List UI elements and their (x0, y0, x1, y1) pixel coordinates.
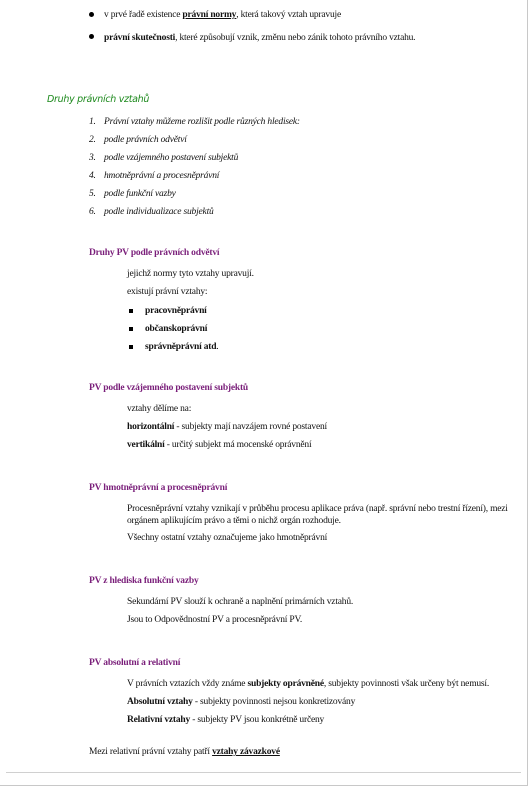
paragraph: Sekundární PV slouží k ochraně a naplnění primárních vztahů. (127, 597, 354, 607)
bullet-icon (89, 34, 94, 39)
subsection-title: Druhy PV podle právních odvětví (89, 248, 220, 258)
list-item: Právní vztahy můžeme rozlišit podle různých hledisek: (104, 117, 300, 127)
list-item: hmotněprávní a procesněprávní (104, 171, 220, 181)
paragraph: Relativní vztahy - subjekty PV jsou konkrétně určeny (127, 715, 325, 725)
closing-paragraph: Mezi relativní právní vztahy patří vztahy závazkové (89, 747, 280, 757)
list-item: podle individualizace subjektů (104, 207, 214, 217)
list-item: podle právních odvětví (104, 135, 187, 145)
subsection-title: PV absolutní a relativní (89, 658, 181, 668)
paragraph: Absolutní vztahy - subjekty povinnosti nejsou konkretizovány (127, 697, 356, 707)
page-divider (6, 772, 521, 773)
list-number: 3. (89, 153, 96, 163)
list-item: podle funkční vazby (104, 189, 176, 199)
paragraph: Jsou to Odpovědnostní PV a procesněprávní PV. (127, 615, 303, 625)
list-item: pracovněprávní (145, 306, 207, 316)
paragraph: V právních vztazích vždy známe subjekty oprávněné, subjekty povinnosti však určeny být nemusí. (127, 679, 490, 689)
paragraph: vertikální - určitý subjekt má mocenské oprávnění (127, 440, 312, 450)
square-bullet-icon (129, 345, 133, 349)
intro-bullet-2: právní skutečnosti, které způsobují vznik, změnu nebo zánik tohoto právního vztahu. (104, 33, 416, 43)
subsection-title: PV z hlediska funkční vazby (89, 576, 199, 586)
subsection-title: PV hmotněprávní a procesněprávní (89, 483, 228, 493)
bullet-icon (89, 12, 94, 17)
list-number: 5. (89, 189, 96, 199)
list-number: 1. (89, 117, 96, 127)
subsection-title: PV podle vzájemného postavení subjektů (89, 383, 249, 393)
list-item: podle vzájemného postavení subjektů (104, 153, 239, 163)
list-number: 2. (89, 135, 96, 145)
paragraph: existují právní vztahy: (127, 287, 208, 297)
list-item: občanskoprávní (145, 324, 208, 334)
paragraph: horizontální - subjekty mají navzájem rovné postavení (127, 422, 327, 432)
paragraph: Všechny ostatní vztahy označujeme jako hmotněprávní (127, 533, 328, 543)
square-bullet-icon (129, 309, 133, 313)
list-number: 6. (89, 207, 96, 217)
intro-bullet-1: v prvé řadě existence právní normy, která takový vztah upravuje (104, 10, 341, 20)
list-number: 4. (89, 171, 96, 181)
paragraph: vztahy dělíme na: (127, 404, 192, 414)
paragraph: Procesněprávní vztahy vznikají v průběhu procesu aplikace práva (např. správní nebo trestní řízení), mezi orgánem aplikujícím právo a těmi o nichž orgán rozhoduje. (127, 504, 508, 526)
paragraph: jejichž normy tyto vztahy upravují. (127, 269, 254, 279)
square-bullet-icon (129, 327, 133, 331)
section-heading: Druhy právních vztahů (47, 94, 150, 105)
list-item: správněprávní atd. (145, 342, 219, 352)
